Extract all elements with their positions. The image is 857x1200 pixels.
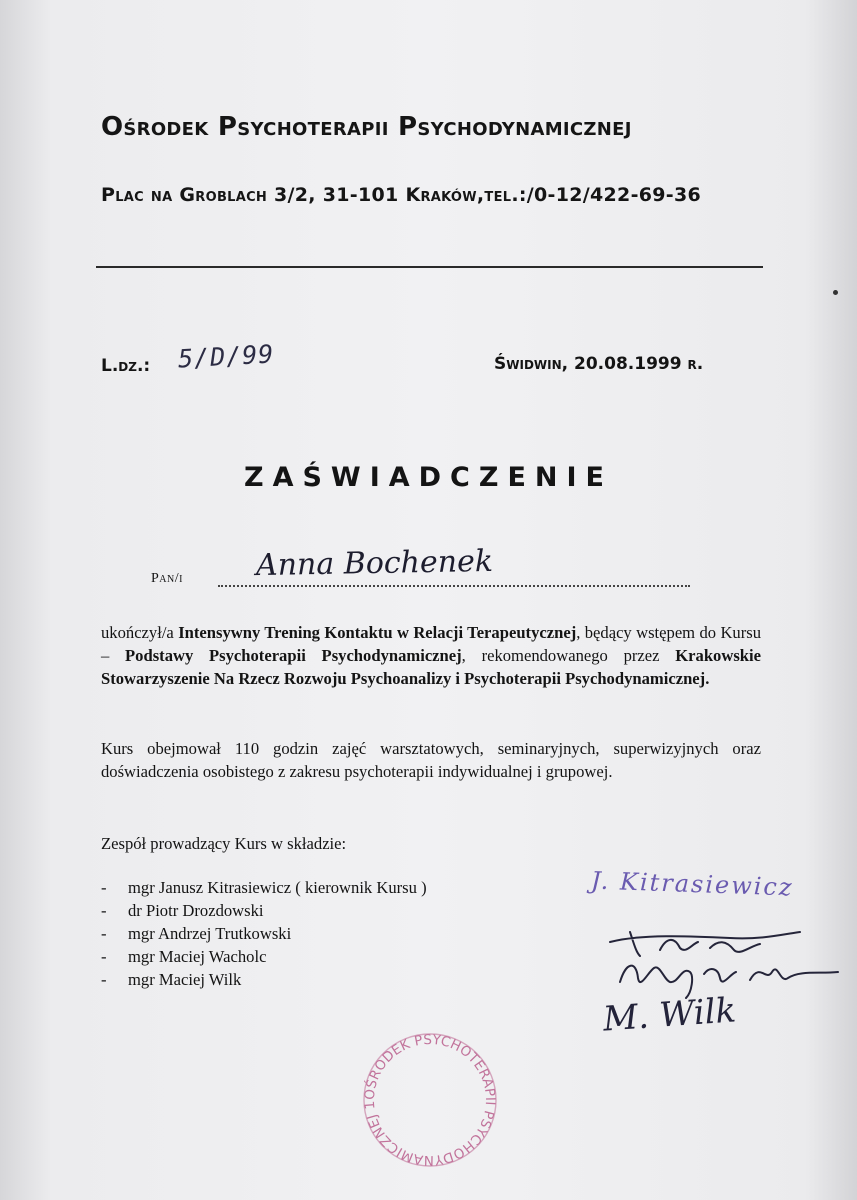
ink-dot — [833, 290, 838, 295]
stamp-graphic — [360, 1030, 500, 1170]
header-divider — [96, 266, 763, 268]
course-description: Kurs obejmował 110 godzin zajęć warsztatowych, seminaryjnych, superwizyjnych oraz doświadczenia osobistego z zakresu psychoterapii indywidualnej i grupowej. — [101, 739, 761, 781]
course-name: Podstawy Psychoterapii Psychodynamicznej — [125, 646, 462, 665]
team-member: - mgr Maciej Wilk — [101, 968, 427, 991]
p1-text-3: , rekomendowanego przez — [461, 646, 676, 665]
place-date: Świdwin, 20.08.1999 r. — [494, 354, 704, 374]
round-stamp — [360, 1030, 500, 1170]
institution-name: Ośrodek Psychoterapii Psychodynamicznej — [101, 112, 632, 142]
team-intro: Zespół prowadzący Kurs w składzie: — [101, 834, 347, 853]
team-member: - mgr Andrzej Trutkowski — [101, 922, 427, 945]
signatures-scribbles — [600, 922, 840, 1002]
p1-text-1: ukończył/a — [101, 623, 179, 642]
completion-paragraph — [101, 621, 761, 690]
signature-wilk: M. Wilk — [601, 990, 738, 1040]
team-member: - mgr Maciej Wacholc — [101, 945, 427, 968]
team-member: - mgr Janusz Kitrasiewicz ( kierownik Kursu ) — [101, 876, 427, 899]
recipient-handwritten-name: Anna Bochenek — [255, 543, 494, 584]
signature-drozdowski-scribble — [610, 932, 800, 956]
recipient-dotted-line — [218, 585, 690, 587]
ldz-label: L.dz.: — [101, 356, 151, 376]
signature-wacholc-scribble — [750, 969, 838, 980]
p1-text-2: , będący wstępem do Kursu – — [101, 623, 761, 665]
association-name: Krakowskie Stowarzyszenie Na Rzecz Rozwoju Psychoanalizy i Psychoterapii Psychodynamicznej. — [101, 646, 761, 688]
stamp-text: OŚRODEK PSYCHOTERAPII PSYCHODYNAMICZNEJ 1 — [361, 1031, 499, 1169]
team-list — [101, 876, 427, 991]
team-member: - dr Piotr Drozdowski — [101, 899, 427, 922]
ldz-handwritten-number: 5/D/99 — [177, 339, 276, 374]
signature-kitrasiewicz: J. Kitrasiewicz — [590, 866, 794, 902]
document-title: ZAŚWIADCZENIE — [244, 462, 613, 493]
training-name: Intensywny Trening Kontaktu w Relacji Terapeutycznej — [178, 623, 577, 642]
institution-address: Plac na Groblach 3/2, 31-101 Kraków,tel.:/0-12/422-69-36 — [101, 184, 702, 206]
recipient-label: Pan/i — [151, 571, 183, 586]
